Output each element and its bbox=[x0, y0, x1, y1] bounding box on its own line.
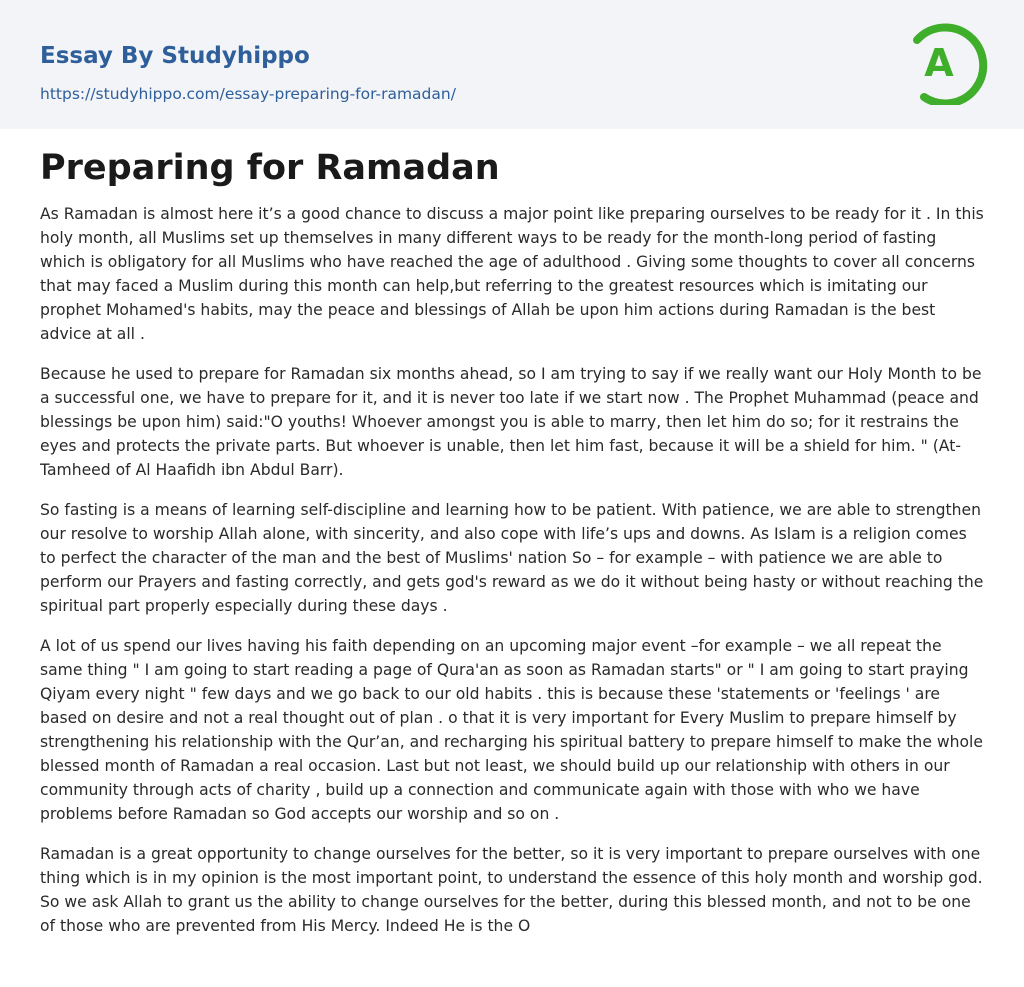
site-title[interactable]: Essay By Studyhippo bbox=[40, 43, 310, 69]
source-url-link[interactable]: https://studyhippo.com/essay-preparing-for-ramadan/ bbox=[40, 85, 456, 103]
studyhippo-logo-icon[interactable] bbox=[902, 19, 988, 105]
essay-paragraph-3: So fasting is a means of learning self-discipline and learning how to be patient. With patience, we are able to strengthen our resolve to worship Allah alone, with sincerity, and also cope with life’s ups and downs. As Islam is a religion comes to perfect the character of the man and the best of Muslims' nation So – for example – with patience we are able to perform our Prayers and fasting correctly, and gets god's reward as we do it without being hasty or without reaching the spiritual part properly especially during these days . bbox=[40, 501, 984, 615]
essay-content bbox=[40, 144, 984, 954]
page-header bbox=[0, 0, 1024, 129]
essay-title: Preparing for Ramadan bbox=[40, 148, 500, 188]
essay-paragraph-5: Ramadan is a great opportunity to change ourselves for the better, so it is very important to prepare ourselves with one thing which is in my opinion is the most important point, to understand the essence of this holy month and worship god. So we ask Allah to grant us the ability to change ourselves for the better, during this blessed month, and not to be one of those who are prevented from His Mercy. Indeed He is the O bbox=[40, 845, 983, 935]
logo-letter: A bbox=[924, 41, 954, 85]
essay-paragraph-1: As Ramadan is almost here it’s a good chance to discuss a major point like preparing ourselves to be ready for it . In this holy month, all Muslims set up themselves in many different ways to be ready for the month-long period of fasting which is obligatory for all Muslims who have reached the age of adulthood . Giving some thoughts to cover all concerns that may faced a Muslim during this month can help,but referring to the greatest resources which is imitating our prophet Mohamed's habits, may the peace and blessings of Allah be upon him actions during Ramadan is the best advice at all . bbox=[40, 205, 984, 343]
essay-paragraph-2: Because he used to prepare for Ramadan six months ahead, so I am trying to say if we really want our Holy Month to be a successful one, we have to prepare for it, and it is never too late if we start now . The Prophet Muhammad (peace and blessings be upon him) said:"O youths! Whoever amongst you is able to marry, then let him do so; for it restrains the eyes and protects the private parts. But whoever is unable, then let him fast, because it will be a shield for him. " (At-Tamheed of Al Haafidh ibn Abdul Barr). bbox=[40, 365, 982, 479]
essay-paragraph-4: A lot of us spend our lives having his faith depending on an upcoming major event –for example – we all repeat the same thing " I am going to start reading a page of Qura'an as soon as Ramadan starts" or " I am going to start praying Qiyam every night " few days and we go back to our old habits . this is because these 'statements or 'feelings ' are based on desire and not a real thought out of plan . o that it is very important for Every Muslim to prepare himself by strengthening his relationship with the Qur’an, and recharging his spiritual battery to prepare himself to make the whole blessed month of Ramadan a real occasion. Last but not least, we should build up our relationship with others in our community through acts of charity , build up a connection and communicate again with those with who we have problems before Ramadan so God accepts our worship and so on . bbox=[40, 637, 983, 823]
